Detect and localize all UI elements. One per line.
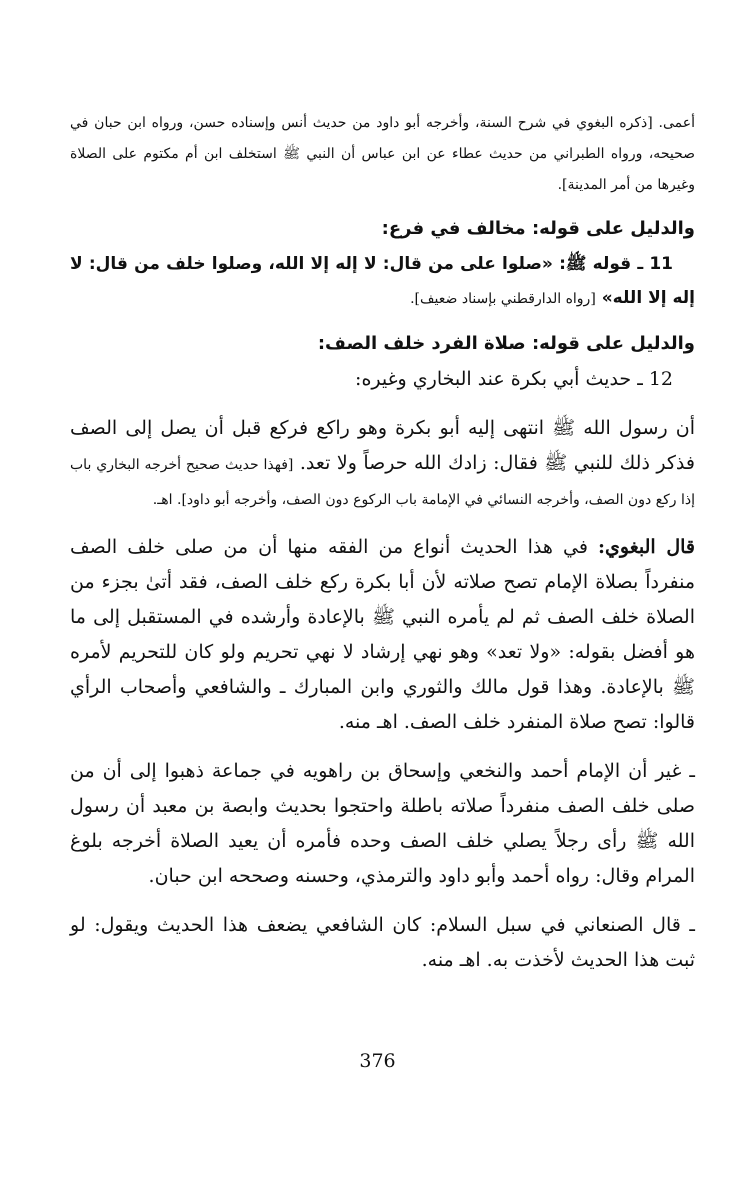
baghawi-text: في هذا الحديث أنواع من الفقه منها أن من صلى خلف الصف منفرداً بصلاة الإمام تصح صلاته لأن أبا بكرة ركع خلف الصف، فقد أتىٰ بجزء من الصلاة خلف الصف ثم لم يأمره النبي ﷺ بالإعادة وأرشده في المستقبل إلى ما هو أفضل بقوله: «ولا تعد» وهو نهي إرشاد لا نهي تحريم ولو كان للتحريم لأمره ﷺ بالإعادة. وهذا قول مالك والثوري وابن المبارك ـ والشافعي وأصحاب الرأي قالوا: تصح صلاة المنفرد خلف الصف. اهـ منه. — [70, 536, 695, 733]
heading-different-branch: والدليل على قوله: مخالف في فرع: — [381, 218, 695, 239]
hadith-12 — [70, 411, 695, 516]
baghawi-paragraph — [70, 530, 695, 740]
page-content — [70, 108, 695, 978]
hadith-12-intro: 12 ـ حديث أبي بكرة عند البخاري وغيره: — [355, 368, 673, 390]
ahmad-paragraph: ـ غير أن الإمام أحمد والنخعي وإسحاق بن راهويه في جماعة ذهبوا إلى أن من صلى خلف الصف منفرداً صلاته باطلة واحتجوا بحديث وابصة بن معبد أن رسول الله ﷺ رأى رجلاً يصلي خلف الصف وحده فأمره أن يعيد الصلاة أخرجه بلوغ المرام وقال: رواه أحمد وأبو داود والترمذي، وحسنه وصححه ابن حبان. — [70, 760, 695, 887]
hadith-11-reference: [رواه الدارقطني بإسناد ضعيف]. — [410, 291, 596, 307]
heading-single-behind-row: والدليل على قوله: صلاة الفرد خلف الصف: — [317, 333, 695, 354]
sanani-paragraph: ـ قال الصنعاني في سبل السلام: كان الشافعي يضعف هذا الحديث ويقول: لو ثبت هذا الحديث لأخذت به. اهـ منه. — [70, 914, 695, 971]
hadith-11-text: 11 ـ قوله ﷺ: «صلوا على من قال: لا إله إلا الله، وصلوا خلف من قال: لا إله إلا الله» — [70, 254, 695, 308]
hadith-12-text: أن رسول الله ﷺ انتهى إليه أبو بكرة وهو راكع فركع قبل أن يصل إلى الصف فذكر ذلك للنبي ﷺ فقال: زادك الله حرصاً ولا تعد. — [70, 417, 695, 474]
baghawi-label: قال البغوي: — [598, 536, 695, 558]
page-number: 376 — [359, 1050, 396, 1072]
hadith-12-citation: [فهذا حديث صحيح أخرجه البخاري باب إذا ركع دون الصف، وأخرجه النسائي في الإمامة باب الركوع دون الصف، وأخرجه أبو داود]. اهـ. — [70, 457, 695, 508]
intro-citation: أعمى. [ذكره البغوي في شرح السنة، وأخرجه أبو داود من حديث أنس وإسناده حسن، ورواه ابن حبان في صحيحه، ورواه الطبراني من حديث عطاء عن ابن عباس أن النبي ﷺ استخلف ابن أم مكتوم على الصلاة وغيرها من أمر المدينة]. — [70, 115, 695, 193]
hadith-11 — [70, 247, 695, 316]
